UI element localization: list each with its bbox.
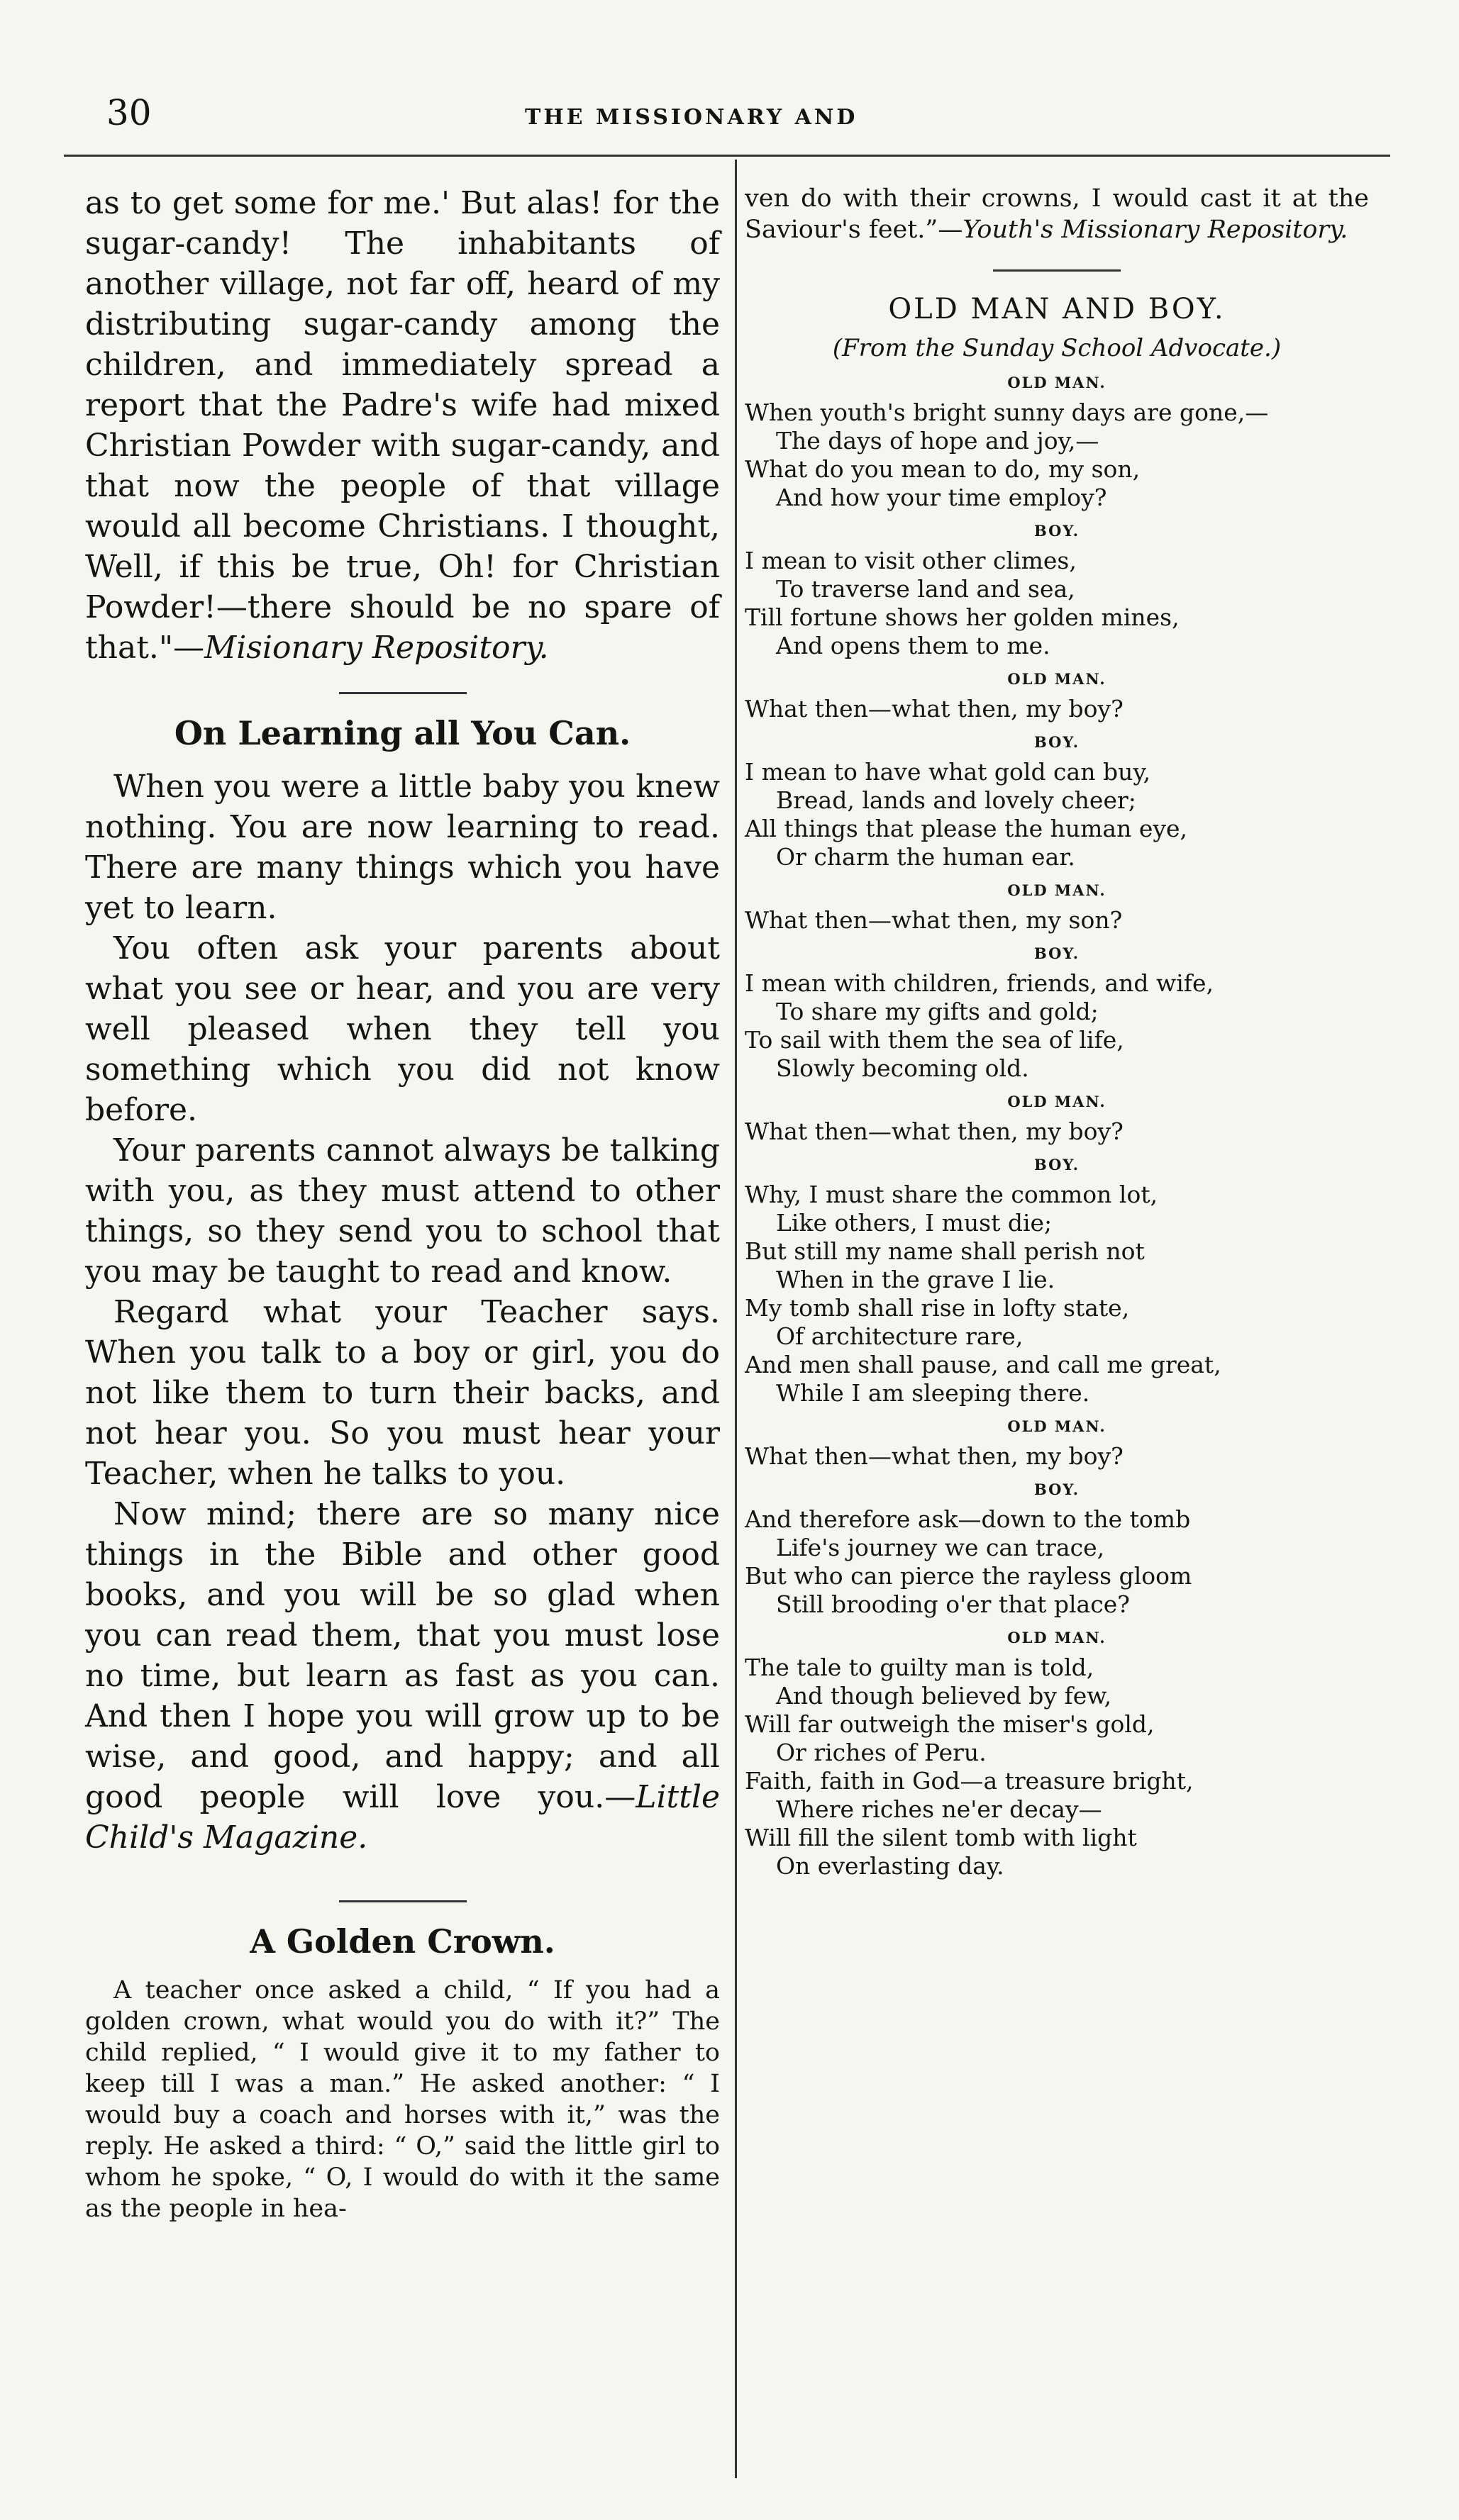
poem-stanza bbox=[745, 1181, 1369, 1407]
page-number: 30 bbox=[106, 92, 152, 133]
section-rule bbox=[993, 269, 1121, 272]
poem-stanza bbox=[745, 1654, 1369, 1880]
poem-line: To share my gifts and gold; bbox=[776, 998, 1099, 1025]
poem-line: While I am sleeping there. bbox=[776, 1379, 1090, 1407]
poem-line: Of architecture rare, bbox=[776, 1322, 1023, 1350]
poem-stanza bbox=[745, 398, 1369, 512]
poem-line: Or charm the human ear. bbox=[776, 843, 1075, 871]
poem-speaker: BOY. bbox=[1033, 1156, 1080, 1173]
learning-last-text: Now mind; there are so many nice things in the Bible and other good books, and you will be so glad when you can read them, that you must lose no time, but learn as fast as you can. And then I hope you will grow up to be wise, and good, and happy; and all good people will love you.— bbox=[85, 1496, 720, 1815]
poem-line: I mean with children, friends, and wife, bbox=[745, 969, 1214, 997]
poem-source: (From the Sunday School Advocate.) bbox=[832, 334, 1282, 362]
poem-line: What then—what then, my boy? bbox=[745, 695, 1124, 723]
poem-line: My tomb shall rise in lofty state, bbox=[745, 1294, 1130, 1322]
poem-stanza bbox=[745, 969, 1369, 1083]
running-title: THE MISSIONARY AND bbox=[525, 105, 858, 130]
poem-line: And how your time employ? bbox=[776, 484, 1107, 511]
learning-paragraph: Your parents cannot always be talking with you, as they must attend to other things, so they send you to school that you may be taught to read and know. bbox=[85, 1132, 720, 1290]
poem-stanza bbox=[745, 1442, 1369, 1471]
learning-paragraph: You often ask your parents about what you see or hear, and you are very well pleased when they tell you something which you did not know before. bbox=[85, 930, 720, 1128]
learning-paragraph: Regard what your Teacher says. When you talk to a boy or girl, you do not like them to turn their backs, and not hear you. So you must hear your Teacher, when he talks to you. bbox=[85, 1294, 720, 1492]
poem-stanza bbox=[745, 1117, 1369, 1146]
poem-line: But still my name shall perish not bbox=[745, 1237, 1145, 1265]
poem-speaker: OLD MAN. bbox=[1007, 1093, 1106, 1110]
poem-line: The tale to guilty man is told, bbox=[745, 1654, 1094, 1681]
poem-line: Will far outweigh the miser's gold, bbox=[745, 1710, 1155, 1738]
poem-line: What then—what then, my boy? bbox=[745, 1117, 1124, 1145]
opening-paragraph bbox=[85, 183, 720, 668]
poem-speaker: OLD MAN. bbox=[1007, 1629, 1106, 1646]
poem-line: Why, I must share the common lot, bbox=[745, 1181, 1158, 1208]
poem-line: Bread, lands and lovely cheer; bbox=[776, 786, 1136, 814]
poem-line: Life's journey we can trace, bbox=[776, 1534, 1105, 1561]
poem-line: And opens them to me. bbox=[776, 632, 1050, 659]
poem-body bbox=[745, 374, 1369, 1880]
poem-speaker: BOY. bbox=[1033, 944, 1080, 962]
poem-line: On everlasting day. bbox=[776, 1852, 1004, 1880]
poem-line: Will fill the silent tomb with light bbox=[745, 1824, 1137, 1851]
section-rule bbox=[339, 1900, 467, 1902]
poem-line: All things that please the human eye, bbox=[745, 815, 1188, 842]
poem-speaker: BOY. bbox=[1033, 733, 1080, 751]
crown-end-source: Youth's Missionary Repository. bbox=[963, 216, 1348, 244]
poem-line: And therefore ask—down to the tomb bbox=[745, 1505, 1191, 1533]
poem-line: What then—what then, my son? bbox=[745, 906, 1123, 934]
right-column bbox=[745, 183, 1369, 1880]
poem-speaker: OLD MAN. bbox=[1007, 670, 1106, 688]
poem-line: Or riches of Peru. bbox=[776, 1739, 987, 1766]
poem-line: To sail with them the sea of life, bbox=[745, 1026, 1124, 1054]
poem-speaker: OLD MAN. bbox=[1007, 1417, 1106, 1435]
column-divider bbox=[735, 160, 737, 2478]
section-rule bbox=[339, 692, 467, 694]
left-column bbox=[85, 183, 720, 2224]
poem-speaker: OLD MAN. bbox=[1007, 881, 1106, 899]
poem-line: And men shall pause, and call me great, bbox=[745, 1351, 1221, 1378]
poem-line: But who can pierce the rayless gloom bbox=[745, 1562, 1192, 1590]
poem-title: OLD MAN AND BOY. bbox=[888, 293, 1226, 325]
poem-line: When in the grave I lie. bbox=[776, 1266, 1055, 1293]
learning-title: On Learning all You Can. bbox=[174, 714, 631, 752]
poem-line: Slowly becoming old. bbox=[776, 1054, 1029, 1082]
poem-line: I mean to visit other climes, bbox=[745, 547, 1077, 574]
opening-text: as to get some for me.' But alas! for the sugar-candy! The inhabitants of another village, not far off, heard of my distributing sugar-candy among the children, and immediately spread a report that the Padre's wife had mixed Christian Powder with sugar-candy, and that now the people of that village would all become Christians. I thought, Well, if this be true, Oh! for Christian Powder!—there should be no spare of that."— bbox=[85, 185, 720, 666]
poem-line: And though believed by few, bbox=[776, 1682, 1112, 1710]
poem-stanza bbox=[745, 695, 1369, 723]
poem-line: The days of hope and joy,— bbox=[776, 427, 1099, 455]
poem-speaker: OLD MAN. bbox=[1007, 374, 1106, 391]
learning-paragraph: When you were a little baby you knew nothing. You are now learning to read. There are many things which you have yet to learn. bbox=[85, 769, 720, 926]
poem-line: Where riches ne'er decay— bbox=[776, 1795, 1102, 1823]
poem-speaker: BOY. bbox=[1033, 522, 1080, 540]
poem-line: Still brooding o'er that place? bbox=[776, 1590, 1130, 1618]
header-rule bbox=[64, 155, 1390, 157]
poem-line: What do you mean to do, my son, bbox=[745, 455, 1141, 483]
crown-title: A Golden Crown. bbox=[250, 1922, 555, 1961]
poem-stanza bbox=[745, 906, 1369, 935]
page-header bbox=[106, 92, 1369, 135]
opening-source: Misionary Repository. bbox=[204, 630, 549, 666]
crown-continuation bbox=[745, 183, 1369, 245]
poem-line: When youth's bright sunny days are gone,— bbox=[745, 398, 1269, 426]
poem-line: Faith, faith in God—a treasure bright, bbox=[745, 1767, 1194, 1795]
learning-paragraph bbox=[85, 1494, 720, 1858]
poem-line: Till fortune shows her golden mines, bbox=[745, 603, 1180, 631]
poem-stanza bbox=[745, 758, 1369, 871]
poem-stanza bbox=[745, 1505, 1369, 1619]
crown-paragraph: A teacher once asked a child, “ If you had a golden crown, what would you do with it?” The child replied, “ I would give it to my father to keep till I was a man.” He asked another: “ I would buy a coach and horses with it,” was the reply. He asked a third: “ O,” said the little girl to whom he spoke, “ O, I would do with it the same as the people in hea- bbox=[85, 1976, 720, 2223]
poem-line: What then—what then, my boy? bbox=[745, 1442, 1124, 1470]
learning-source: Little Child's Magazine. bbox=[85, 1779, 720, 1856]
poem-speaker: BOY. bbox=[1033, 1481, 1080, 1498]
poem-stanza bbox=[745, 547, 1369, 660]
poem-line: Like others, I must die; bbox=[776, 1209, 1053, 1237]
poem-line: I mean to have what gold can buy, bbox=[745, 758, 1151, 786]
crown-end-text: ven do with their crowns, I would cast it at the Saviour's feet.”— bbox=[745, 184, 1369, 244]
poem-line: To traverse land and sea, bbox=[776, 575, 1075, 603]
